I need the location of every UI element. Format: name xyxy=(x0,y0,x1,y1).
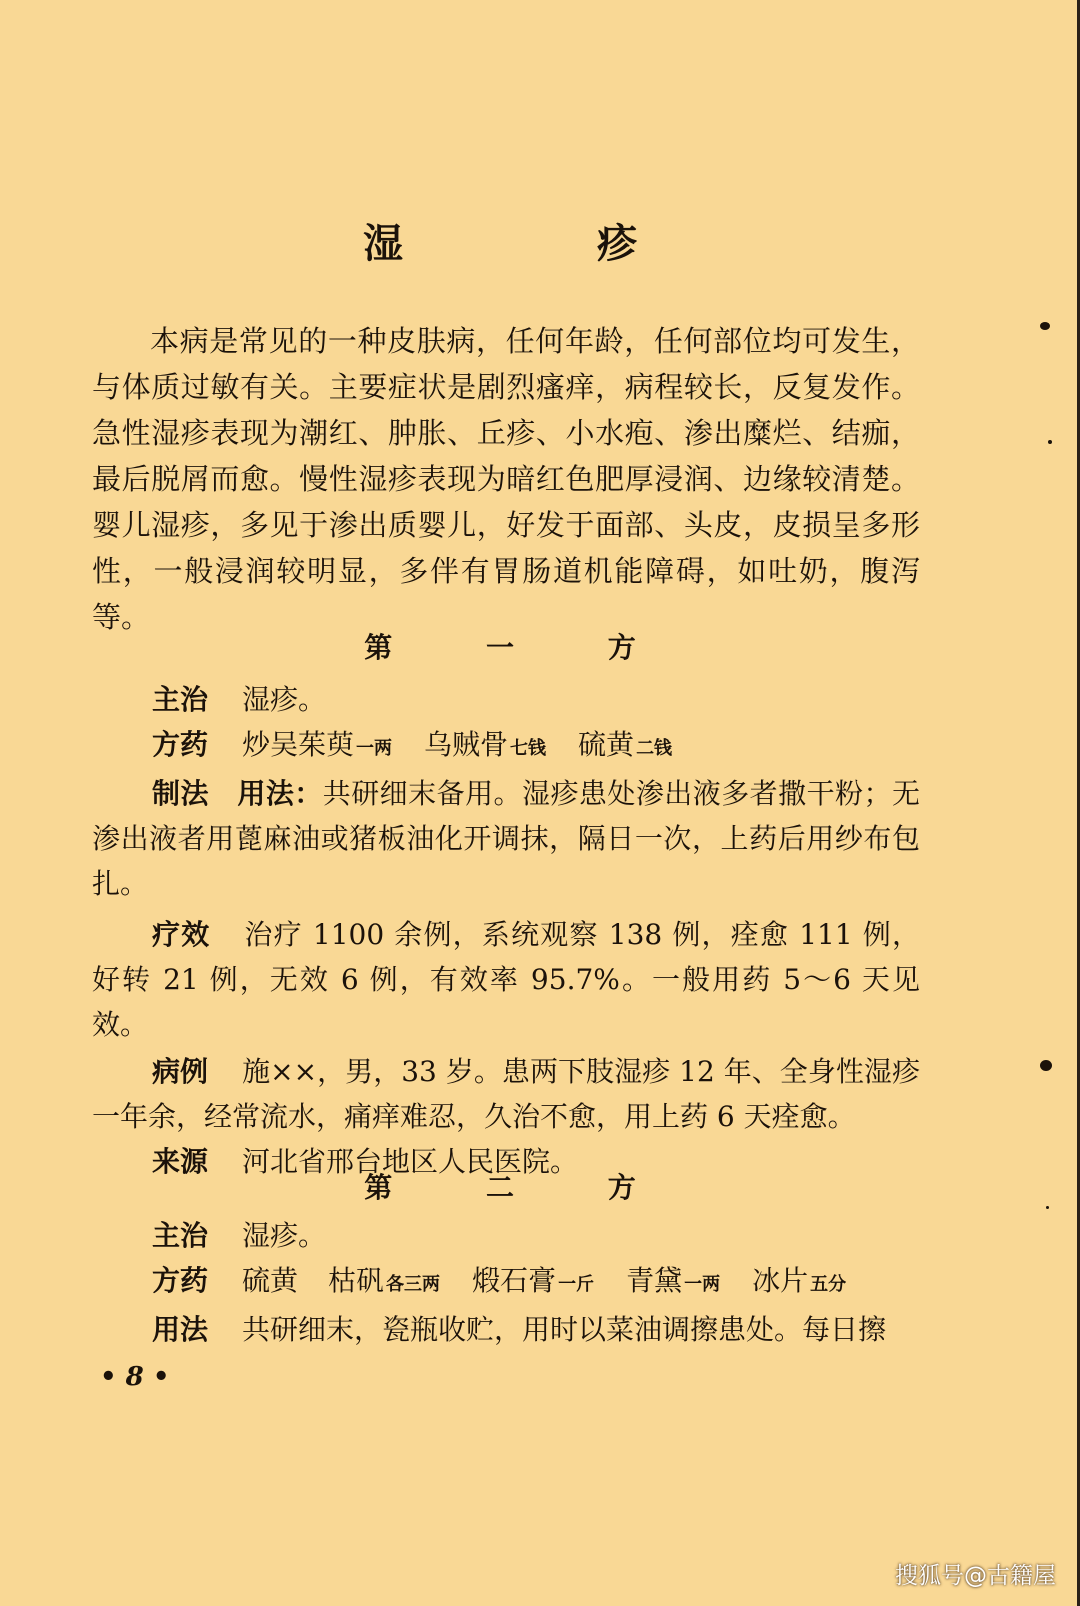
method-paragraph xyxy=(92,771,920,906)
intro-paragraph: 本病是常见的一种皮肤病，任何年龄，任何部位均可发生，与体质过敏有关。主要症状是剧烈瘙痒，病程较长，反复发作。急性湿疹表现为潮红、肿胀、丘疹、小水疱、渗出糜烂、结痂，最后脱屑而愈。慢性湿疹表现为暗红色肥厚浸润、边缘较清楚。婴儿湿疹，多见于渗出质婴儿，好发于面部、头皮，皮损呈多形性，一般浸润较明显，多伴有胃肠道机能障碍，如吐奶，腹泻等。 xyxy=(92,324,920,634)
herb-dose: 七钱 xyxy=(510,738,547,759)
case-text: 施××，男，33 岁。患两下肢湿疹 12 年、全身性湿疹一年余，经常流水，痛痒难忍，久治不愈，用上药 6 天痊愈。 xyxy=(92,1055,920,1133)
herb-name: 炒吴茱萸 xyxy=(242,728,355,761)
indication-line xyxy=(92,1213,920,1258)
ink-speck xyxy=(1040,1060,1052,1071)
case-paragraph xyxy=(92,1049,920,1139)
prescription-2-heading: 第 二 方 xyxy=(364,1171,678,1204)
herb-name: 冰片 xyxy=(752,1264,809,1297)
formula-line xyxy=(92,1258,920,1307)
herb-name: 硫黄 xyxy=(578,728,635,761)
ink-speck xyxy=(1046,1206,1049,1209)
indication-text: 湿疹。 xyxy=(242,683,327,716)
herb-name: 青黛 xyxy=(626,1264,683,1297)
page-title: 湿 疹 xyxy=(363,220,727,267)
case-label: 病例 xyxy=(152,1055,209,1088)
watermark: 搜狐号@古籍屋 xyxy=(895,1563,1056,1589)
herb-dose: 一两 xyxy=(684,1274,721,1295)
herb-dose: 一两 xyxy=(356,738,393,759)
herb-name: 枯矾 xyxy=(328,1264,385,1297)
method-label: 制法 用法： xyxy=(152,777,323,810)
source-label: 来源 xyxy=(152,1145,209,1178)
usage-line xyxy=(92,1307,920,1352)
efficacy-paragraph xyxy=(92,912,920,1047)
indication-line xyxy=(92,677,920,722)
ink-speck xyxy=(1048,440,1052,444)
herb-dose: 五分 xyxy=(810,1274,847,1295)
formula-label: 方药 xyxy=(152,1264,209,1297)
indication-label: 主治 xyxy=(152,1219,209,1252)
prescription-1-heading: 第 一 方 xyxy=(364,631,678,664)
indication-label: 主治 xyxy=(152,683,209,716)
indication-text: 湿疹。 xyxy=(242,1219,327,1252)
source-text: 河北省邢台地区人民医院。 xyxy=(242,1145,579,1178)
herb-dose: 一斤 xyxy=(558,1274,595,1295)
prescription-1-body xyxy=(92,677,920,1184)
ink-speck xyxy=(1040,322,1050,330)
herb-name: 煅石膏 xyxy=(472,1264,557,1297)
prescription-2-body xyxy=(92,1213,920,1352)
page-number: • 8 • xyxy=(100,1362,170,1392)
herb-name: 乌贼骨 xyxy=(424,728,509,761)
herb-dose: 各三两 xyxy=(386,1274,441,1295)
method-text: 共研细末备用。湿疹患处渗出液多者撒干粉；无渗出液者用蓖麻油或猪板油化开调抹，隔日一次，上药后用纱布包扎。 xyxy=(92,777,920,900)
herb-dose: 二钱 xyxy=(636,738,673,759)
formula-label: 方药 xyxy=(152,728,209,761)
usage-text: 共研细末，瓷瓶收贮，用时以菜油调擦患处。每日擦 xyxy=(242,1313,887,1346)
usage-label: 用法 xyxy=(152,1313,209,1346)
efficacy-text: 治疗 1100 余例，系统观察 138 例，痊愈 111 例，好转 21 例，无效 6 例，有效率 95.7%。一般用药 5～6 天见效。 xyxy=(92,918,920,1041)
herb-name: 硫黄 xyxy=(242,1264,299,1297)
formula-line xyxy=(92,722,920,771)
efficacy-label: 疗效 xyxy=(152,918,211,951)
